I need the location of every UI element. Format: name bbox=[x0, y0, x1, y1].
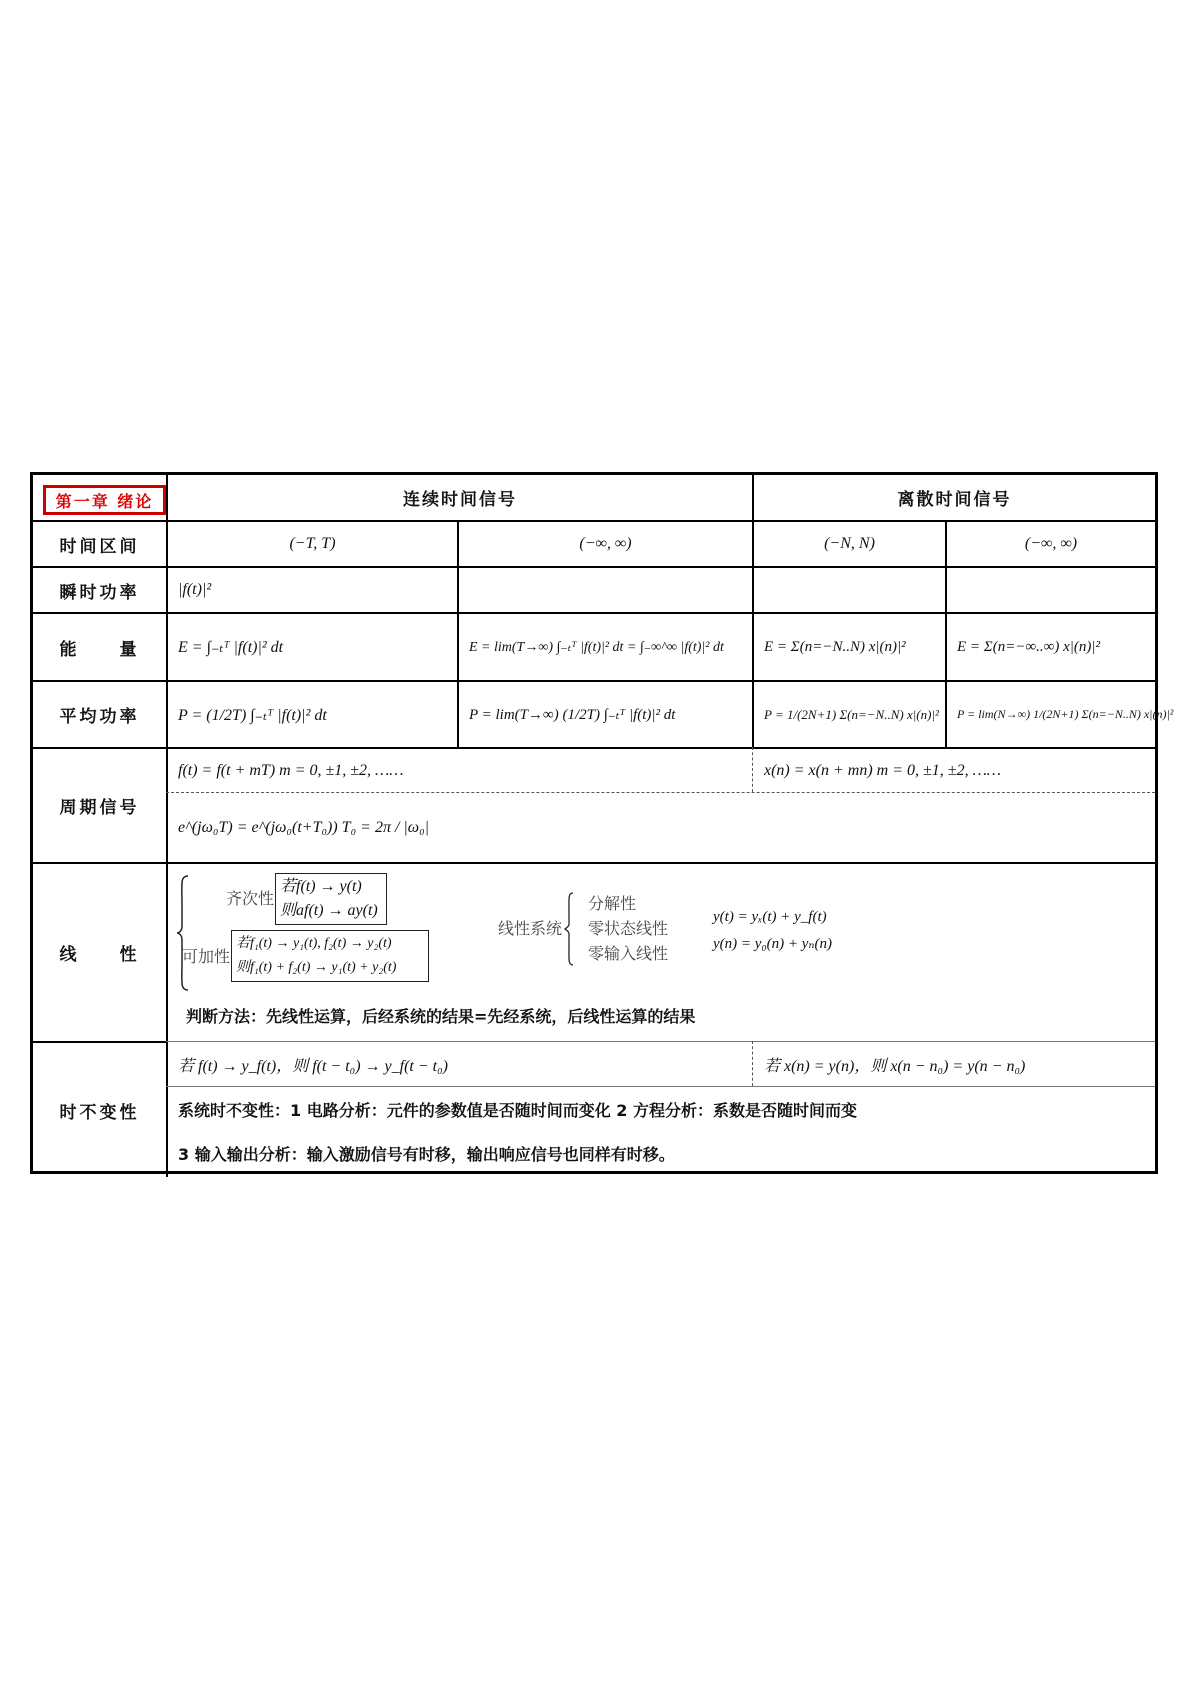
interval-disc-infinite: (−∞, ∞) bbox=[1024, 535, 1078, 552]
linear-system-label: 线性系统 bbox=[498, 919, 563, 938]
interval-cont-finite: (−T, T) bbox=[289, 535, 336, 552]
additivity-box bbox=[231, 930, 429, 982]
additivity-label: 可加性 bbox=[182, 947, 231, 966]
brace-icon bbox=[564, 891, 574, 967]
avg-power-cont-finite: P = (1/2T) ∫₋ₜᵀ |f(t)|² dt bbox=[178, 706, 327, 724]
header-discrete: 离散时间信号 bbox=[897, 490, 1012, 510]
continuous-response-eq: y(t) = yₓ(t) + y_f(t) bbox=[713, 909, 827, 925]
time-invariance-note-2: 3 输入输出分析：输入激励信号有时移，输出响应信号也同样有时移。 bbox=[178, 1144, 675, 1164]
homogeneity-line-2: 则af(t) → ay(t) bbox=[280, 902, 378, 919]
linear-system-props bbox=[588, 891, 688, 966]
zero-state-linearity: 零状态线性 bbox=[588, 919, 669, 938]
interval-cont-infinite: (−∞, ∞) bbox=[579, 535, 632, 552]
homogeneity-label: 齐次性 bbox=[226, 889, 275, 908]
label-instant-power: 瞬时功率 bbox=[59, 582, 140, 603]
energy-cont-finite: E = ∫₋ₜᵀ |f(t)|² dt bbox=[178, 639, 284, 656]
judgement-method: 判断方法：先线性运算，后经系统的结果=先经系统，后线性运算的结果 bbox=[186, 1007, 696, 1026]
periodic-discrete: x(n) = x(n + mn) m = 0, ±1, ±2, …… bbox=[764, 761, 1002, 779]
label-energy: 能 量 bbox=[59, 639, 140, 660]
label-interval: 时间区间 bbox=[59, 536, 140, 557]
additivity-line-2: 则f₁(t) + f₂(t) → y₁(t) + y₂(t) bbox=[236, 960, 397, 975]
label-avg-power: 平均功率 bbox=[59, 707, 140, 727]
label-periodic: 周期信号 bbox=[59, 798, 140, 818]
response-decomposition bbox=[713, 904, 832, 958]
periodic-continuous: f(t) = f(t + mT) m = 0, ±1, ±2, …… bbox=[178, 761, 404, 779]
energy-cont-infinite: E = lim(T→∞) ∫₋ₜᵀ |f(t)|² dt = ∫₋∞^∞ |f(t)|² dt bbox=[469, 639, 724, 655]
avg-power-disc-infinite: P = lim(N→∞) 1/(2N+1) Σ(n=−N..N) x|(n)|² bbox=[957, 707, 1174, 721]
time-invariance-continuous: 若 f(t) → y_f(t)，则 f(t − t₀) → y_f(t − t₀) bbox=[178, 1057, 449, 1075]
linearity-content bbox=[168, 864, 1155, 1041]
label-time-invariance: 时不变性 bbox=[59, 1102, 140, 1123]
avg-power-disc-finite: P = 1/(2N+1) Σ(n=−N..N) x|(n)|² bbox=[764, 706, 939, 722]
periodic-exponential: e^(jω₀T) = e^(jω₀(t+T₀)) T₀ = 2π / |ω₀| bbox=[178, 819, 430, 836]
left-brace-icon bbox=[176, 874, 190, 992]
homogeneity-line-1: 若f(t) → y(t) bbox=[280, 878, 362, 895]
chapter-title: 第一章 绪论 bbox=[43, 485, 166, 515]
additivity-line-1: 若f₁(t) → y₁(t), f₂(t) → y₂(t) bbox=[236, 936, 392, 951]
avg-power-cont-infinite: P = lim(T→∞) (1/2T) ∫₋ₜᵀ |f(t)|² dt bbox=[469, 707, 676, 723]
time-invariance-discrete: 若 x(n) = y(n)，则 x(n − n₀) = y(n − n₀) bbox=[764, 1057, 1026, 1075]
energy-disc-infinite: E = Σ(n=−∞..∞) x|(n)|² bbox=[957, 638, 1100, 655]
label-linearity: 线 性 bbox=[59, 945, 140, 965]
interval-disc-finite: (−N, N) bbox=[824, 535, 875, 552]
energy-disc-finite: E = Σ(n=−N..N) x|(n)|² bbox=[764, 638, 906, 655]
summary-table bbox=[30, 472, 1174, 1174]
homogeneity-box bbox=[275, 873, 387, 925]
decomposition-property: 分解性 bbox=[588, 894, 637, 913]
zero-input-linearity: 零输入线性 bbox=[588, 944, 669, 963]
discrete-response-eq: y(n) = y₀(n) + yₙ(n) bbox=[713, 936, 832, 952]
time-invariance-note-1: 系统时不变性：1 电路分析：元件的参数值是否随时间而变化 2 方程分析：系数是否随时间而变 bbox=[178, 1100, 857, 1120]
header-continuous: 连续时间信号 bbox=[403, 490, 517, 510]
instant-power-formula: |f(t)|² bbox=[178, 581, 212, 598]
